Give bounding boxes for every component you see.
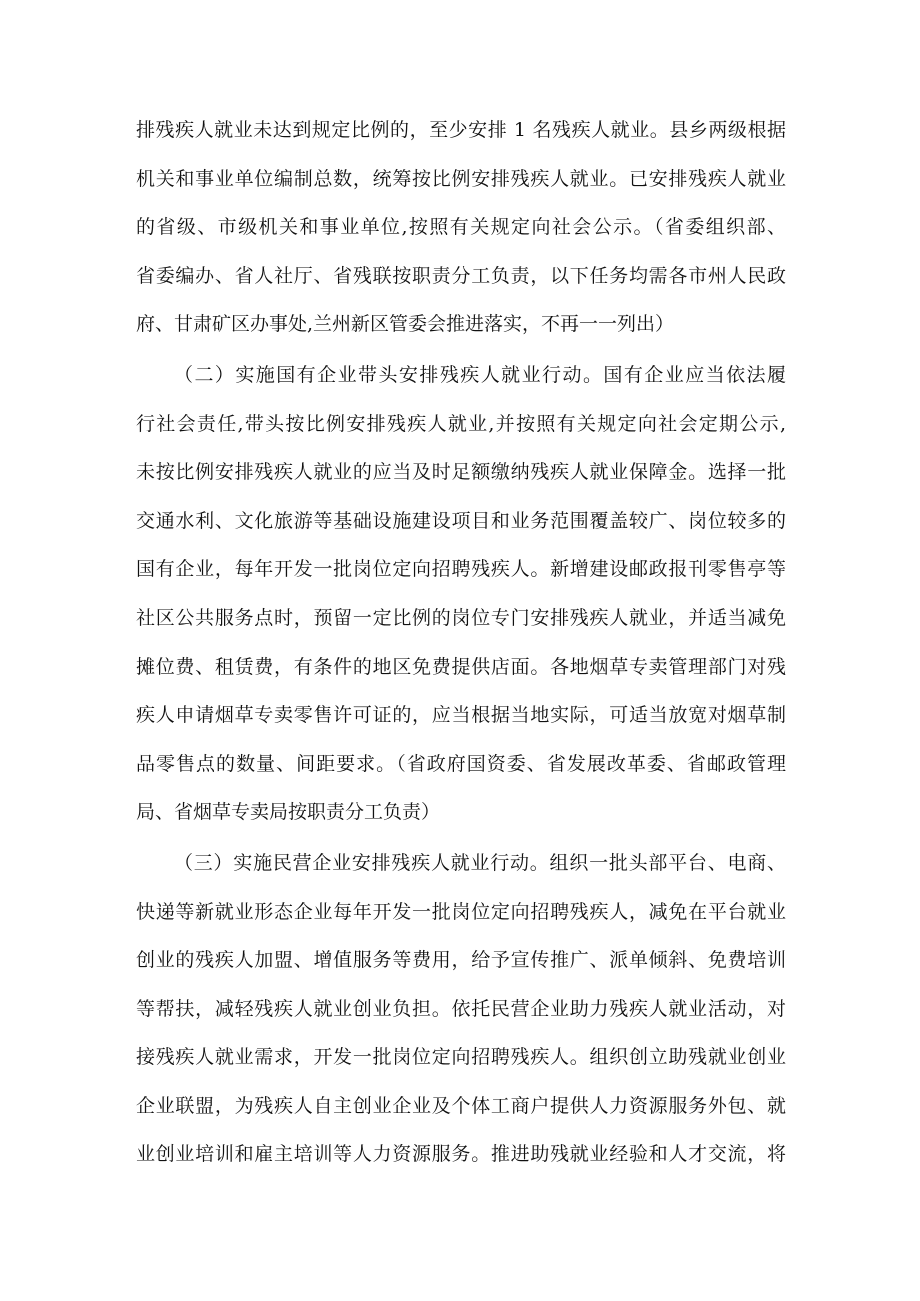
body-text [136, 106, 786, 1179]
text-line: （二）实施国有企业带头安排残疾人就业行动。国有企业应当依法履 [174, 363, 786, 386]
text-line: 创业的残疾人加盟、增值服务等费用，给予宣传推广、派单倾斜、免费培训 [136, 949, 786, 972]
text-line: 交通水利、文化旅游等基础设施建设项目和业务范围覆盖较广、岗位较多的 [136, 509, 786, 532]
text-line: 业创业培训和雇主培训等人力资源服务。推进助残就业经验和人才交流，将 [136, 1143, 786, 1166]
text-line: 企业联盟，为残疾人自主创业企业及个体工商户提供人力资源服务外包、就 [136, 1094, 786, 1117]
text-line: 排残疾人就业未达到规定比例的，至少安排 1 名残疾人就业。县乡两级根据 [136, 119, 786, 141]
text-line: 快递等新就业形态企业每年开发一批岗位定向招聘残疾人，减免在平台就业 [136, 900, 786, 923]
text-line: 局、省烟草专卖局按职责分工负责） [136, 801, 441, 824]
text-line: 摊位费、租赁费，有条件的地区免费提供店面。各地烟草专卖管理部门对残 [136, 655, 786, 678]
text-line: （三）实施民营企业安排残疾人就业行动。组织一批头部平台、电商、 [174, 851, 786, 874]
text-line: 社区公共服务点时，预留一定比例的岗位专门安排残疾人就业，并适当减免 [136, 606, 786, 629]
text-line: 未按比例安排残疾人就业的应当及时足额缴纳残疾人就业保障金。选择一批 [136, 461, 786, 484]
text-line: 机关和事业单位编制总数，统筹按比例安排残疾人就业。已安排残疾人就业 [136, 167, 786, 190]
text-line: 省委编办、省人社厅、省残联按职责分工负责，以下任务均需各市州人民政 [136, 264, 786, 287]
text-line: 接残疾人就业需求，开发一批岗位定向招聘残疾人。组织创立助残就业创业 [136, 1046, 786, 1069]
text-line: 的省级、市级机关和事业单位,按照有关规定向社会公示。（省委组织部、 [136, 216, 786, 239]
text-line: 府、甘肃矿区办事处,兰州新区管委会推进落实，不再一一列出） [136, 313, 675, 336]
text-line: 国有企业，每年开发一批岗位定向招聘残疾人。新增建设邮政报刊零售亭等 [136, 558, 786, 581]
text-line: 品零售点的数量、间距要求。（省政府国资委、省发展改革委、省邮政管理 [136, 752, 786, 775]
text-line: 疾人申请烟草专卖零售许可证的，应当根据当地实际，可适当放宽对烟草制 [136, 704, 786, 727]
text-line: 行社会责任,带头按比例安排残疾人就业,并按照有关规定向社会定期公示, [136, 412, 786, 435]
text-line: 等帮扶，减轻残疾人就业创业负担。依托民营企业助力残疾人就业活动，对 [136, 997, 786, 1020]
